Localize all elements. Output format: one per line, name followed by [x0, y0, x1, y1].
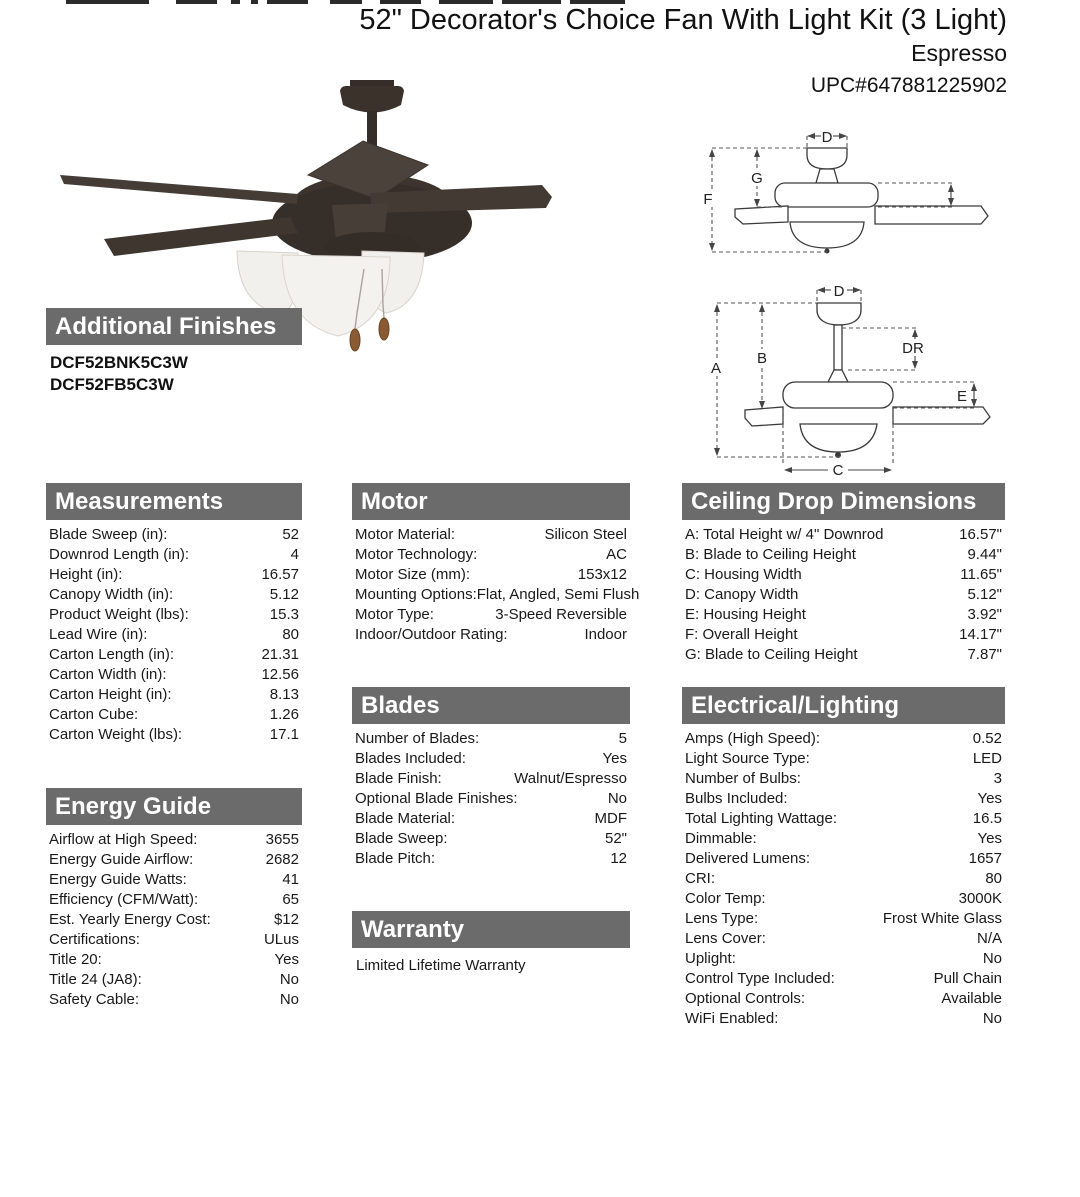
spec-value: 14.17"	[959, 626, 1002, 643]
spec-value: 5.12"	[967, 586, 1002, 603]
spec-value: Frost White Glass	[882, 910, 1002, 927]
spec-label: Number of Bulbs:	[685, 770, 801, 787]
page-title: 52" Decorator's Choice Fan With Light Kit (3 Light)	[359, 4, 1007, 36]
spec-row	[49, 625, 299, 645]
spec-row	[685, 605, 1002, 625]
spec-value: Flat, Angled, Semi Flush	[476, 586, 640, 603]
section-header-motor: Motor	[352, 483, 630, 520]
spec-row	[355, 525, 627, 545]
spec-label: Bulbs Included:	[685, 790, 788, 807]
spec-row	[49, 725, 299, 745]
spec-row	[685, 749, 1002, 769]
spec-value: Indoor	[584, 626, 627, 643]
spec-value: 65	[282, 891, 299, 908]
spec-value: 80	[282, 626, 299, 643]
spec-label: Lens Type:	[685, 910, 759, 927]
spec-row	[685, 545, 1002, 565]
spec-label: Motor Technology:	[355, 546, 478, 563]
spec-value: 17.1	[269, 726, 299, 743]
spec-row	[685, 949, 1002, 969]
spec-value: Yes	[977, 830, 1002, 847]
section-blades	[352, 687, 630, 869]
spec-label: Product Weight (lbs):	[49, 606, 189, 623]
spec-value: 21.31	[261, 646, 299, 663]
section-header-electrical: Electrical/Lighting	[682, 687, 1005, 724]
spec-row	[49, 705, 299, 725]
spec-label: Blade Material:	[355, 810, 456, 827]
motor-table	[352, 525, 640, 645]
spec-row	[685, 585, 1002, 605]
dim-label-d: D	[833, 283, 845, 300]
spec-value: 0.52	[972, 730, 1002, 747]
spec-row	[49, 930, 299, 950]
model-number-list	[46, 352, 302, 396]
spec-label: Color Temp:	[685, 890, 766, 907]
spec-label: Delivered Lumens:	[685, 850, 811, 867]
spec-value: 3-Speed Reversible	[495, 606, 627, 623]
spec-value: 2682	[265, 851, 299, 868]
spec-value: 8.13	[269, 686, 299, 703]
spec-value: 1657	[968, 850, 1002, 867]
spec-value: Yes	[977, 790, 1002, 807]
spec-label: Motor Size (mm):	[355, 566, 471, 583]
spec-value: 5	[618, 730, 627, 747]
spec-value: 11.65"	[960, 566, 1002, 583]
spec-row	[355, 789, 627, 809]
spec-value: 16.57	[261, 566, 299, 583]
dim-label-b: B	[756, 350, 768, 367]
spec-label: Est. Yearly Energy Cost:	[49, 911, 211, 928]
spec-label: Optional Blade Finishes:	[355, 790, 518, 807]
spec-label: Blade Sweep:	[355, 830, 448, 847]
spec-row	[685, 909, 1002, 929]
spec-label: Lead Wire (in):	[49, 626, 148, 643]
energy-guide-table	[46, 830, 302, 1010]
spec-label: Lens Cover:	[685, 930, 766, 947]
spec-row	[355, 585, 640, 605]
spec-value: N/A	[976, 930, 1002, 947]
dim-label-dr: DR	[902, 340, 924, 357]
spec-label: D: Canopy Width	[685, 586, 799, 603]
spec-value: Walnut/Espresso	[514, 770, 627, 787]
dim-label-e: E	[956, 388, 968, 405]
downrod-mount-dimension-diagram	[690, 275, 1010, 480]
spec-label: Carton Height (in):	[49, 686, 172, 703]
spec-label: Blade Finish:	[355, 770, 442, 787]
spec-row	[355, 625, 627, 645]
spec-row	[355, 849, 627, 869]
spec-label: CRI:	[685, 870, 715, 887]
spec-value: 12.56	[261, 666, 299, 683]
section-energy-guide	[46, 788, 302, 1010]
model-number: DCF52BNK5C3W	[50, 353, 188, 372]
spec-row	[49, 950, 299, 970]
spec-label: Carton Width (in):	[49, 666, 167, 683]
upc-code: UPC#647881225902	[810, 74, 1007, 97]
spec-value: Yes	[274, 951, 299, 968]
spec-value: No	[279, 971, 299, 988]
section-additional-finishes	[46, 308, 302, 396]
section-header-ceiling-drop: Ceiling Drop Dimensions	[682, 483, 1005, 520]
spec-value: 80	[985, 870, 1002, 887]
spec-label: Safety Cable:	[49, 991, 140, 1008]
spec-value: MDF	[594, 810, 627, 827]
spec-row	[49, 545, 299, 565]
spec-label: Downrod Length (in):	[49, 546, 190, 563]
spec-label: Amps (High Speed):	[685, 730, 821, 747]
spec-value: No	[279, 991, 299, 1008]
spec-label: Carton Weight (lbs):	[49, 726, 183, 743]
spec-label: C: Housing Width	[685, 566, 802, 583]
spec-label: Blade Pitch:	[355, 850, 436, 867]
spec-label: Blade Sweep (in):	[49, 526, 168, 543]
dim-label-g: G	[751, 170, 763, 187]
spec-label: Energy Guide Watts:	[49, 871, 187, 888]
spec-label: Optional Controls:	[685, 990, 806, 1007]
section-motor	[352, 483, 640, 645]
dim-label-d: D	[821, 129, 833, 146]
spec-row	[49, 830, 299, 850]
spec-value: 153x12	[577, 566, 627, 583]
spec-label: Light Source Type:	[685, 750, 810, 767]
spec-row	[685, 789, 1002, 809]
spec-value: No	[607, 790, 627, 807]
spec-label: Blades Included:	[355, 750, 466, 767]
spec-value: 12	[610, 850, 627, 867]
spec-label: Height (in):	[49, 566, 123, 583]
section-electrical-lighting	[682, 687, 1005, 1029]
spec-label: Canopy Width (in):	[49, 586, 174, 603]
spec-row	[355, 809, 627, 829]
spec-label: Certifications:	[49, 931, 140, 948]
spec-value: 41	[282, 871, 299, 888]
spec-value: 16.5	[972, 810, 1002, 827]
spec-label: Total Lighting Wattage:	[685, 810, 838, 827]
spec-value: 9.44"	[967, 546, 1002, 563]
spec-label: Motor Type:	[355, 606, 434, 623]
spec-label: Carton Length (in):	[49, 646, 175, 663]
spec-row	[49, 910, 299, 930]
spec-row	[49, 645, 299, 665]
spec-row	[49, 585, 299, 605]
spec-value: ULus	[263, 931, 299, 948]
spec-label: Airflow at High Speed:	[49, 831, 198, 848]
spec-label: Dimmable:	[685, 830, 757, 847]
dim-label-a: A	[710, 360, 722, 377]
spec-value: 3655	[265, 831, 299, 848]
spec-value: Pull Chain	[933, 970, 1002, 987]
spec-value: Yes	[602, 750, 627, 767]
spec-row	[49, 525, 299, 545]
spec-row	[685, 1009, 1002, 1029]
section-ceiling-drop-dimensions	[682, 483, 1005, 665]
spec-label: WiFi Enabled:	[685, 1010, 779, 1027]
spec-row	[49, 890, 299, 910]
spec-row	[355, 749, 627, 769]
spec-row	[355, 605, 627, 625]
spec-value: 3	[993, 770, 1002, 787]
spec-row	[49, 990, 299, 1010]
spec-row	[685, 525, 1002, 545]
spec-row	[685, 809, 1002, 829]
spec-value: 1.26	[269, 706, 299, 723]
spec-label: B: Blade to Ceiling Height	[685, 546, 856, 563]
section-header-warranty: Warranty	[352, 911, 630, 948]
spec-row	[49, 665, 299, 685]
measurements-table	[46, 525, 302, 745]
spec-label: Uplight:	[685, 950, 736, 967]
spec-row	[49, 605, 299, 625]
electrical-table	[682, 729, 1005, 1029]
spec-row	[685, 829, 1002, 849]
spec-value: 4	[290, 546, 299, 563]
section-measurements	[46, 483, 302, 745]
spec-label: Mounting Options:	[355, 586, 477, 603]
section-warranty	[352, 911, 630, 976]
section-header-blades: Blades	[352, 687, 630, 724]
flush-mount-dimension-diagram	[690, 110, 1010, 265]
spec-value: $12	[273, 911, 299, 928]
section-header-energy-guide: Energy Guide	[46, 788, 302, 825]
spec-value: 5.12	[269, 586, 299, 603]
spec-row	[49, 970, 299, 990]
spec-value: 3000K	[958, 890, 1002, 907]
spec-row	[355, 565, 627, 585]
spec-label: Number of Blades:	[355, 730, 480, 747]
spec-label: Energy Guide Airflow:	[49, 851, 194, 868]
spec-label: Indoor/Outdoor Rating:	[355, 626, 508, 643]
spec-row	[685, 645, 1002, 665]
spec-row	[355, 829, 627, 849]
spec-value: No	[982, 950, 1002, 967]
spec-row	[49, 565, 299, 585]
spec-value: Silicon Steel	[544, 526, 627, 543]
spec-row	[685, 565, 1002, 585]
model-number: DCF52FB5C3W	[50, 375, 174, 394]
spec-label: Title 20:	[49, 951, 102, 968]
spec-row	[355, 545, 627, 565]
spec-label: F: Overall Height	[685, 626, 798, 643]
spec-label: A: Total Height w/ 4" Downrod	[685, 526, 884, 543]
spec-row	[685, 869, 1002, 889]
dim-label-c: C	[832, 462, 844, 479]
spec-value: 16.57"	[959, 526, 1002, 543]
dim-label-f: F	[703, 191, 713, 208]
spec-row	[685, 989, 1002, 1009]
spec-value: 52	[282, 526, 299, 543]
spec-label: Title 24 (JA8):	[49, 971, 142, 988]
spec-value: Available	[941, 990, 1002, 1007]
spec-label: Motor Material:	[355, 526, 456, 543]
spec-row	[685, 729, 1002, 749]
spec-row	[49, 685, 299, 705]
spec-row	[355, 729, 627, 749]
spec-row	[685, 929, 1002, 949]
spec-value: 15.3	[269, 606, 299, 623]
spec-row	[49, 850, 299, 870]
spec-value: 52"	[604, 830, 627, 847]
spec-label: Control Type Included:	[685, 970, 835, 987]
spec-label: Efficiency (CFM/Watt):	[49, 891, 199, 908]
spec-value: 7.87"	[967, 646, 1002, 663]
spec-label: Carton Cube:	[49, 706, 139, 723]
spec-row	[685, 625, 1002, 645]
warranty-text: Limited Lifetime Warranty	[356, 957, 526, 974]
section-header-measurements: Measurements	[46, 483, 302, 520]
spec-label: G: Blade to Ceiling Height	[685, 646, 858, 663]
ceiling-drop-table	[682, 525, 1005, 665]
spec-value: AC	[606, 546, 627, 563]
spec-row	[685, 969, 1002, 989]
spec-row	[685, 849, 1002, 869]
spec-value: No	[982, 1010, 1002, 1027]
blades-table	[352, 729, 630, 869]
spec-row	[355, 769, 627, 789]
spec-value: 3.92"	[967, 606, 1002, 623]
spec-label: E: Housing Height	[685, 606, 806, 623]
spec-row	[685, 889, 1002, 909]
section-header-additional-finishes: Additional Finishes	[46, 308, 302, 345]
spec-value: LED	[972, 750, 1002, 767]
spec-row	[49, 870, 299, 890]
spec-row	[685, 769, 1002, 789]
finish-name: Espresso	[911, 40, 1007, 66]
